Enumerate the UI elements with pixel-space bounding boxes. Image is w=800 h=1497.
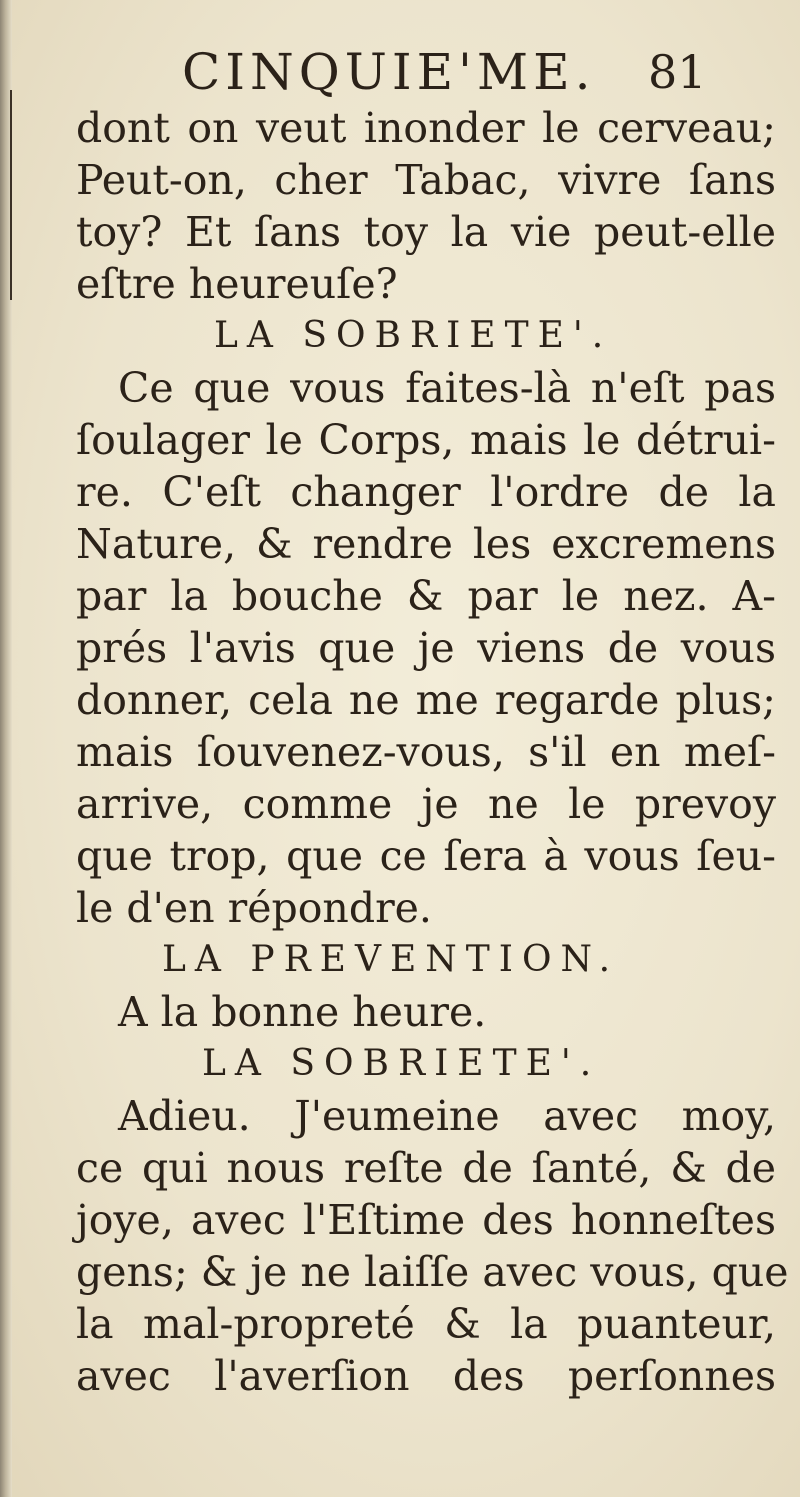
running-head [0, 42, 800, 102]
text-line: ce qui nous reſte de ſanté, & de [76, 1144, 776, 1192]
text-line: arrive, comme je ne le prevoy [76, 780, 776, 828]
text-line: la mal-propreté & la puanteur, [76, 1300, 776, 1348]
text-line: Peut-on, cher Tabac, vivre ſans [76, 156, 776, 204]
text-line: Ce que vous faites-là n'eſt pas [118, 364, 776, 412]
text-line: toy? Et ſans toy la vie peut-elle [76, 208, 776, 256]
speaker-heading: LA PREVENTION. [162, 939, 620, 980]
text-line: dont on veut inonder le cerveau; [76, 104, 776, 152]
text-line: ſoulager le Corps, mais le détrui- [76, 416, 776, 464]
running-title: CINQUIE'ME. [182, 43, 596, 101]
text-line: donner, cela ne me regarde plus; [76, 676, 776, 724]
text-line: par la bouche & par le nez. A- [76, 572, 776, 620]
text-line: le d'en répondre. [76, 884, 432, 932]
text-line: avec l'averſion des perſonnes [76, 1352, 776, 1400]
text-line: eſtre heureuſe? [76, 260, 398, 308]
binding-shadow-line [10, 90, 12, 300]
text-line: mais ſouvenez-vous, s'il en meſ- [76, 728, 776, 776]
text-line: Nature, & rendre les excremens [76, 520, 776, 568]
speaker-heading: LA SOBRIETE'. [214, 315, 613, 356]
text-line: que trop, que ce ſera à vous ſeu- [76, 832, 776, 880]
text-line: re. C'eſt changer l'ordre de la [76, 468, 776, 516]
speaker-heading: LA SOBRIETE'. [202, 1043, 601, 1084]
text-line: prés l'avis que je viens de vous [76, 624, 776, 672]
text-line: A la bonne heure. [118, 988, 487, 1036]
text-line: gens; & je ne laiſſe avec vous, que [76, 1248, 789, 1296]
text-line: Adieu. J'eumeine avec moy, [118, 1092, 776, 1140]
text-line: joye, avec l'Eſtime des honneſtes [76, 1196, 776, 1244]
page-number: 81 [648, 45, 707, 99]
text-block [76, 102, 789, 1402]
